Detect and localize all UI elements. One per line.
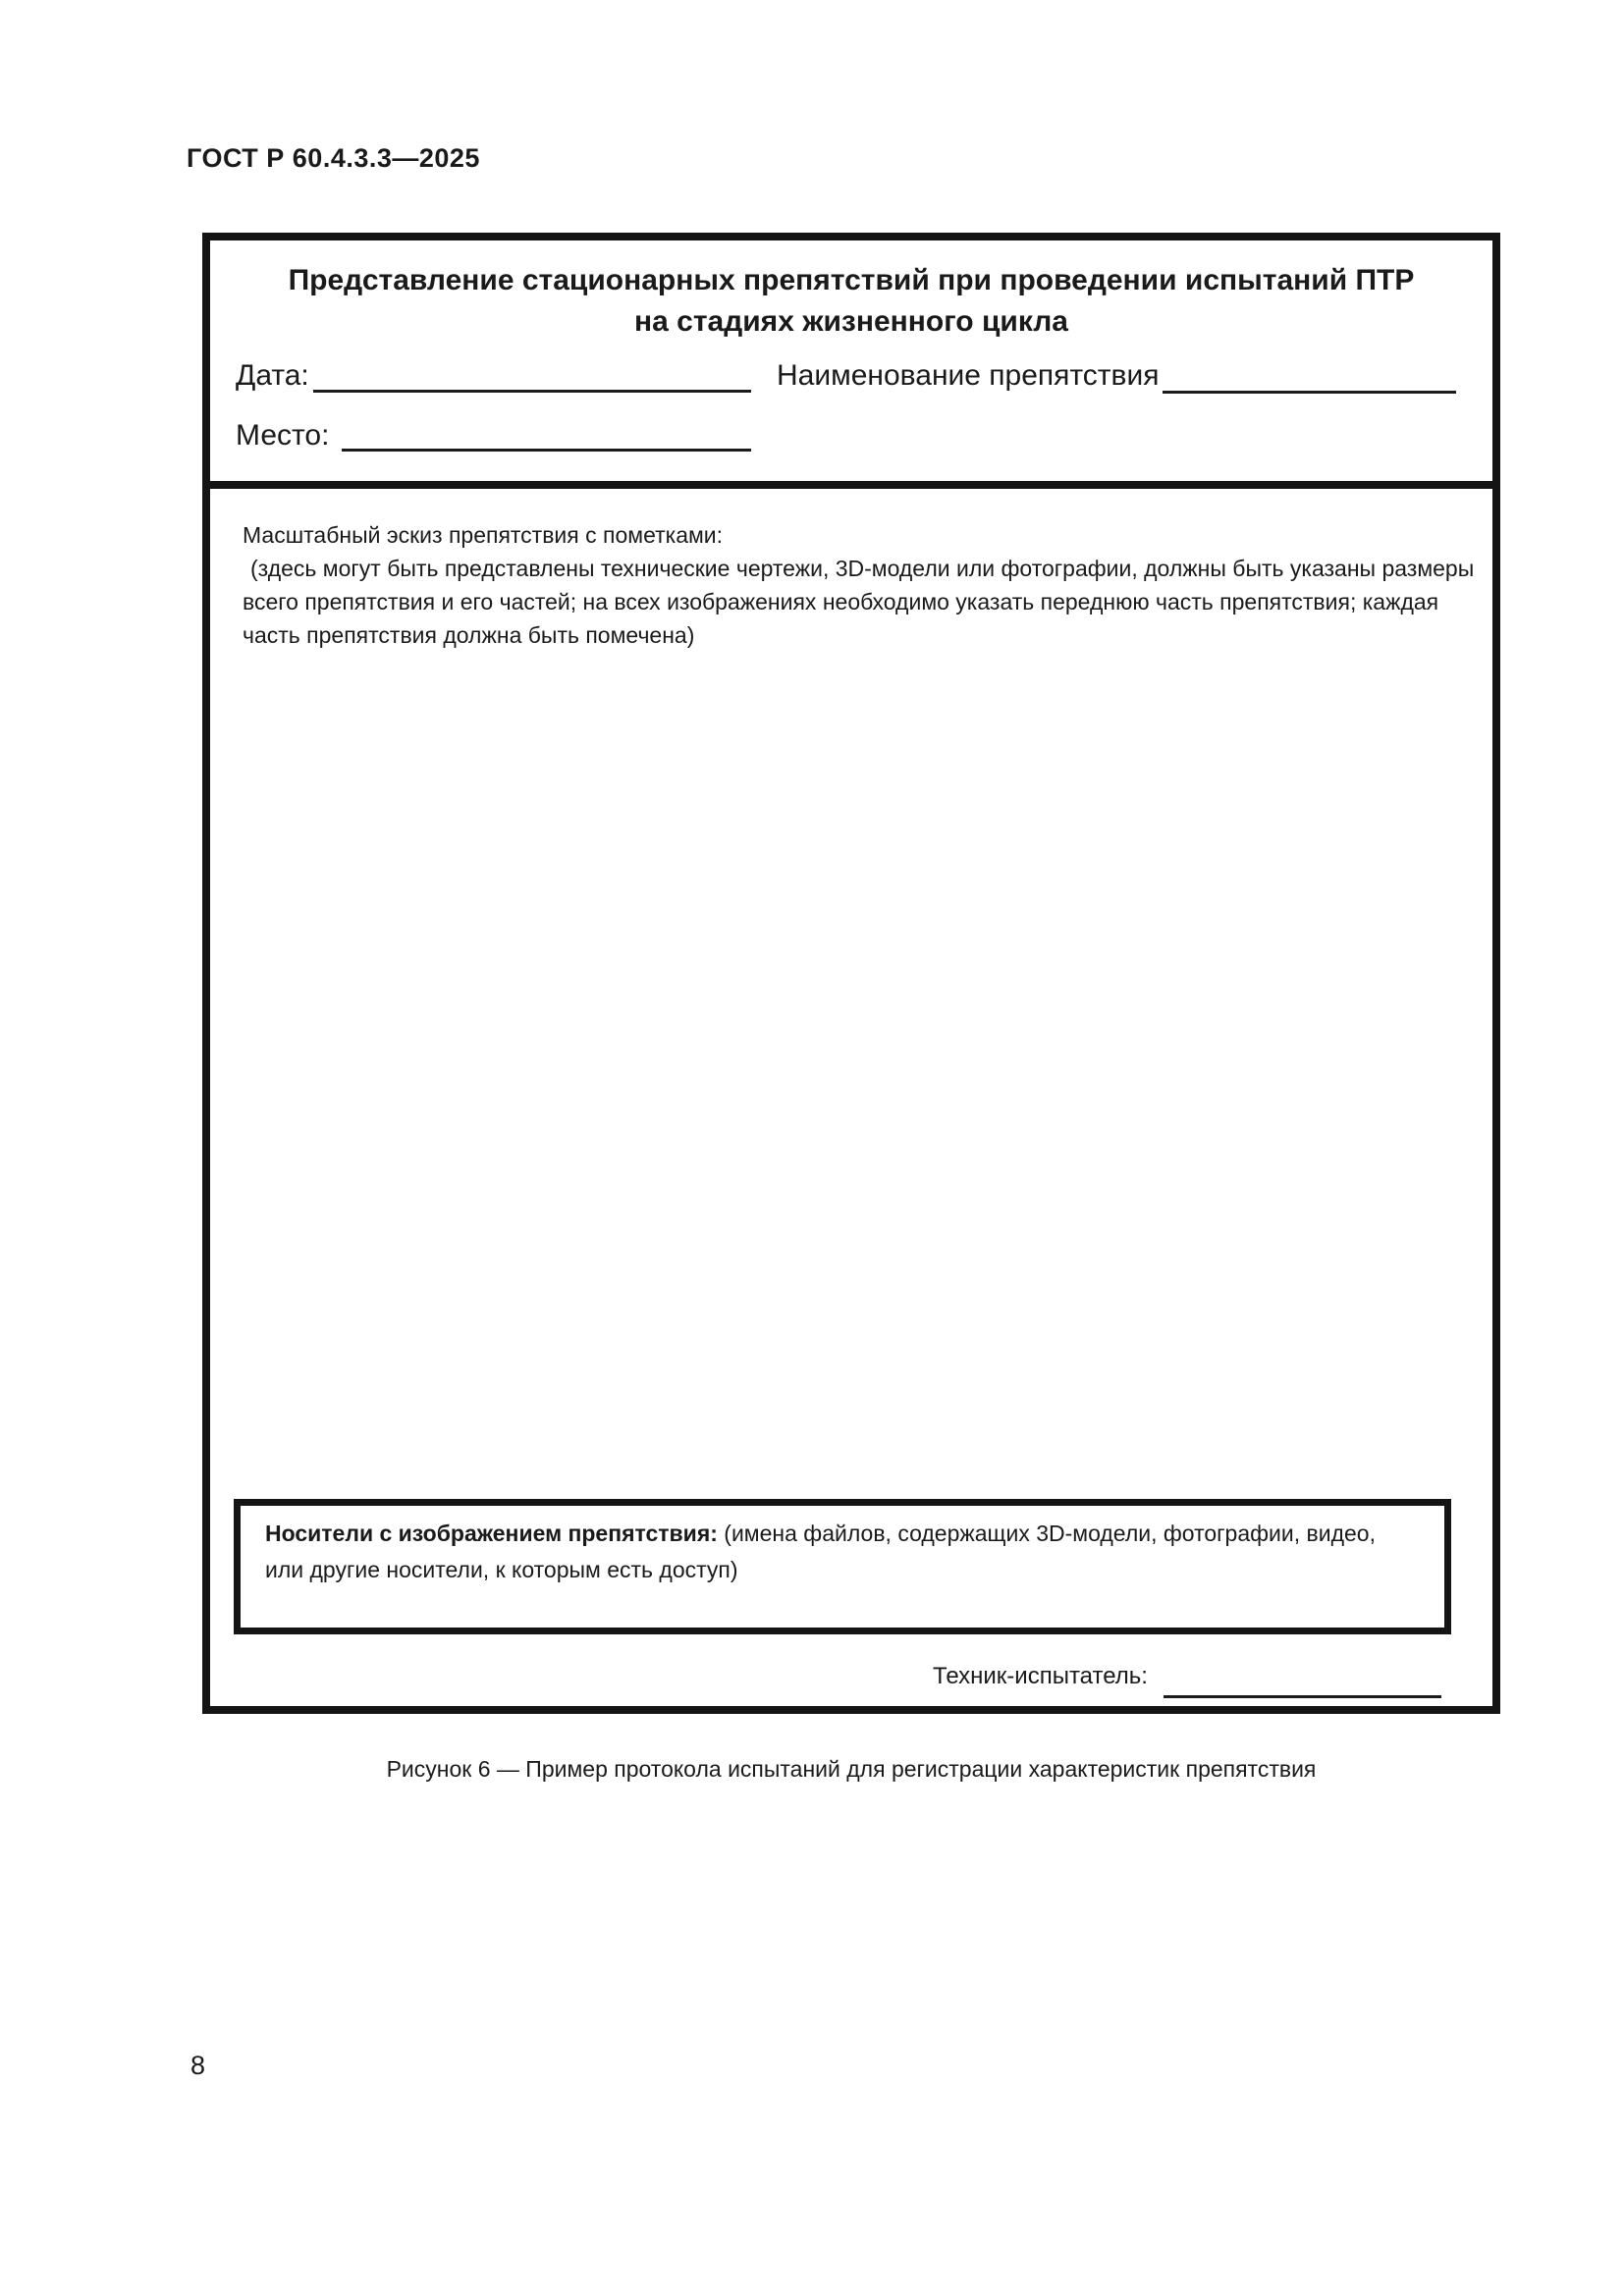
form-title-line2: на стадиях жизненного цикла [634, 305, 1068, 338]
form-title-line1: Представление стационарных препятствий при проведении испытаний ПТР [288, 264, 1415, 296]
place-fill-line [342, 449, 751, 452]
obstacle-name-label: Наименование препятствия [777, 359, 1160, 392]
sketch-section-note: (здесь могут быть представлены технические чертежи, 3D-модели или фотографии, должны быть указаны размеры всего препятствия и его частей; на всех изображениях необходимо указать переднюю часть препятствия; каждая часть препятствия должна быть помечена) [243, 556, 1475, 648]
media-section-label: Носители с изображением препятствия: [265, 1521, 718, 1546]
obstacle-name-fill-line [1163, 391, 1456, 394]
page-number: 8 [190, 2051, 206, 2080]
figure-caption: Рисунок 6 — Пример протокола испытаний для регистрации характеристик препятствия [386, 1756, 1317, 1782]
media-text [265, 1516, 1407, 1588]
place-label: Место: [236, 419, 330, 452]
form-title [210, 260, 1492, 343]
media-section-note: (имена файлов, содержащих 3D-модели, фотографии, видео, или другие носители, к которым есть доступ) [265, 1521, 1376, 1582]
technician-fill-line [1164, 1695, 1441, 1698]
form-header-box [202, 233, 1500, 489]
date-label: Дата: [236, 359, 309, 392]
form-body-box [202, 481, 1500, 1714]
date-fill-line [313, 390, 751, 393]
standard-code-header: ГОСТ Р 60.4.3.3—2025 [187, 143, 480, 173]
media-box [234, 1499, 1451, 1634]
sketch-section-label: Масштабный эскиз препятствия с пометками: [243, 522, 724, 548]
technician-label: Техник-испытатель: [933, 1663, 1148, 1689]
